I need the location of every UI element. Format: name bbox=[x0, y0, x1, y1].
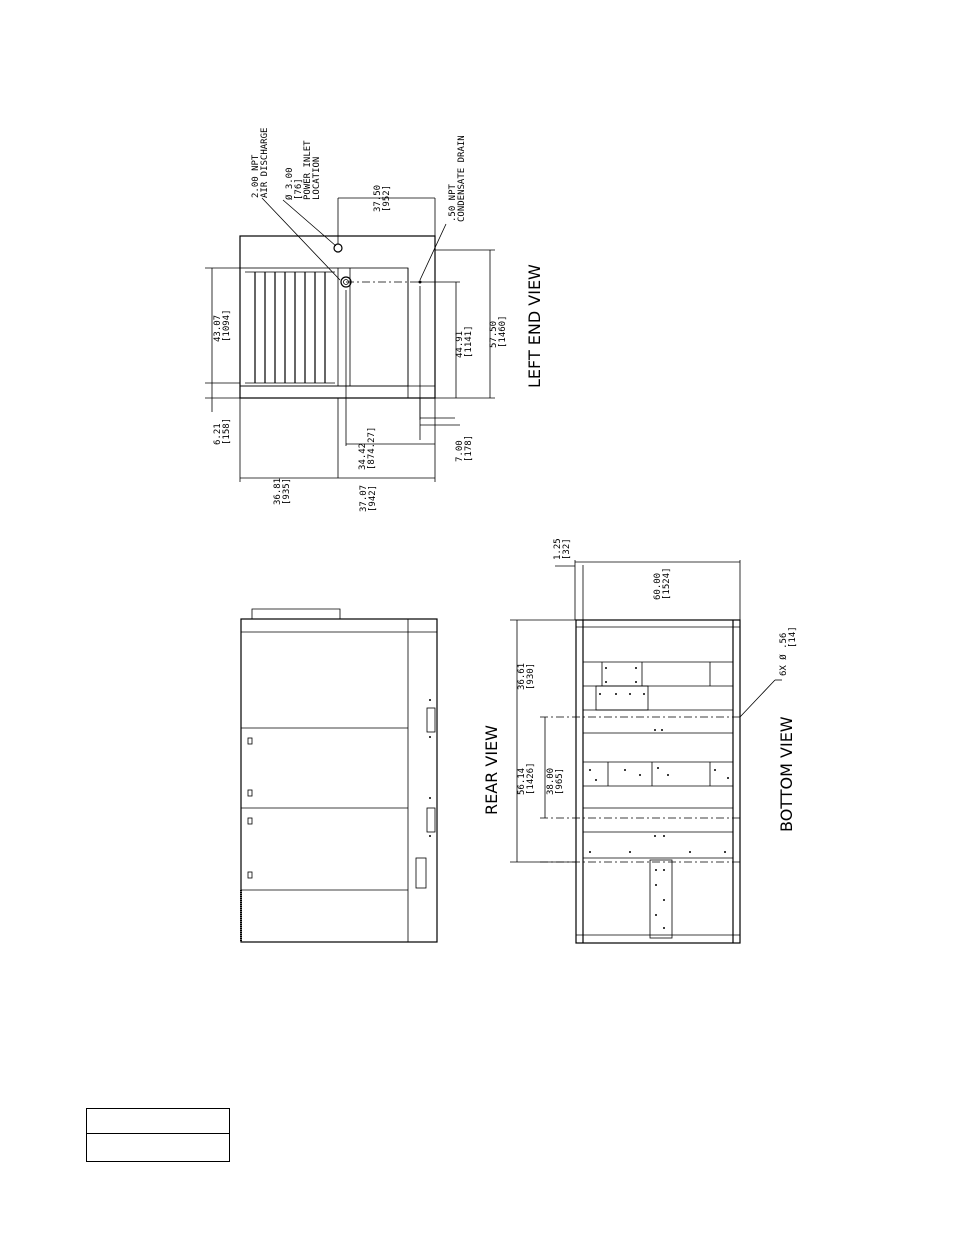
dim-7-00: 7.00 bbox=[455, 440, 465, 462]
rear-vent-2 bbox=[427, 808, 435, 832]
power-inlet-diameter-mm: [76] bbox=[294, 178, 304, 200]
rear-vent-3 bbox=[416, 858, 426, 888]
holes-callout-mm: [14] bbox=[788, 626, 798, 648]
dim-38-00: 38.00 bbox=[546, 767, 556, 795]
dim-43-07: 43.07 bbox=[213, 314, 223, 342]
dim-60-00-mm: [1524] bbox=[662, 567, 672, 600]
air-grille bbox=[245, 272, 335, 383]
dim-36-81: 36.81 bbox=[273, 477, 283, 505]
dim-6-21-mm: [158] bbox=[222, 417, 232, 445]
bottom-view-outline bbox=[576, 620, 740, 943]
dim-6-21: 6.21 bbox=[213, 423, 223, 445]
drain-label: CONDENSATE DRAIN bbox=[457, 135, 467, 222]
dim-57-50: 57.50 bbox=[489, 320, 499, 348]
holes-callout: 6X Ø .56 bbox=[779, 632, 789, 676]
dim-37-07-mm: [942] bbox=[368, 484, 378, 512]
rear-view bbox=[241, 609, 501, 942]
left-end-outline bbox=[240, 236, 435, 398]
power-inlet-location: LOCATION bbox=[312, 156, 322, 200]
title-block-row bbox=[87, 1109, 229, 1134]
bottom-view-rail bbox=[650, 860, 672, 938]
dim-44-91: 44.91 bbox=[455, 330, 465, 358]
power-inlet-diameter: Ø 3.00 bbox=[285, 167, 295, 200]
dim-36-81-mm: [935] bbox=[282, 477, 292, 505]
dim-44-91-mm: [1141] bbox=[464, 325, 474, 358]
dim-36-61-mm: [930] bbox=[526, 662, 536, 690]
dim-57-50-mm: [1460] bbox=[498, 315, 508, 348]
bottom-view bbox=[510, 538, 798, 943]
dim-60-00: 60.00 bbox=[653, 572, 663, 600]
rear-vent-1 bbox=[427, 708, 435, 732]
dim-56-14-mm: [1426] bbox=[526, 762, 536, 795]
bottom-view-title: BOTTOM VIEW bbox=[777, 716, 796, 832]
dim-1-25-mm: [32] bbox=[562, 538, 572, 560]
dim-36-61: 36.61 bbox=[517, 662, 527, 690]
air-discharge-label: AIR DISCHARGE bbox=[260, 127, 270, 198]
dim-43-07-mm: [1094] bbox=[222, 309, 232, 342]
dim-37-50: 37.50 bbox=[373, 184, 383, 212]
dim-37-50-mm: [952] bbox=[382, 184, 392, 212]
air-discharge-size: 2.00 NPT bbox=[251, 154, 261, 198]
dim-34-42-mm: [874.27] bbox=[367, 426, 377, 470]
rear-view-title: REAR VIEW bbox=[482, 725, 501, 815]
dim-37-07: 37.07 bbox=[359, 484, 369, 512]
left-end-view-title: LEFT END VIEW bbox=[525, 264, 544, 388]
power-inlet-label: POWER INLET bbox=[303, 140, 313, 200]
dim-7-00-mm: [178] bbox=[464, 434, 474, 462]
rear-view-top-cap bbox=[252, 609, 340, 619]
dim-1-25: 1.25 bbox=[553, 538, 563, 560]
dim-56-14: 56.14 bbox=[517, 767, 527, 795]
title-block bbox=[86, 1108, 230, 1162]
dim-34-42: 34.42 bbox=[358, 442, 368, 470]
left-end-view bbox=[205, 128, 544, 512]
dim-38-00-mm: [965] bbox=[555, 767, 565, 795]
drain-size: .50 NPT bbox=[448, 184, 458, 222]
